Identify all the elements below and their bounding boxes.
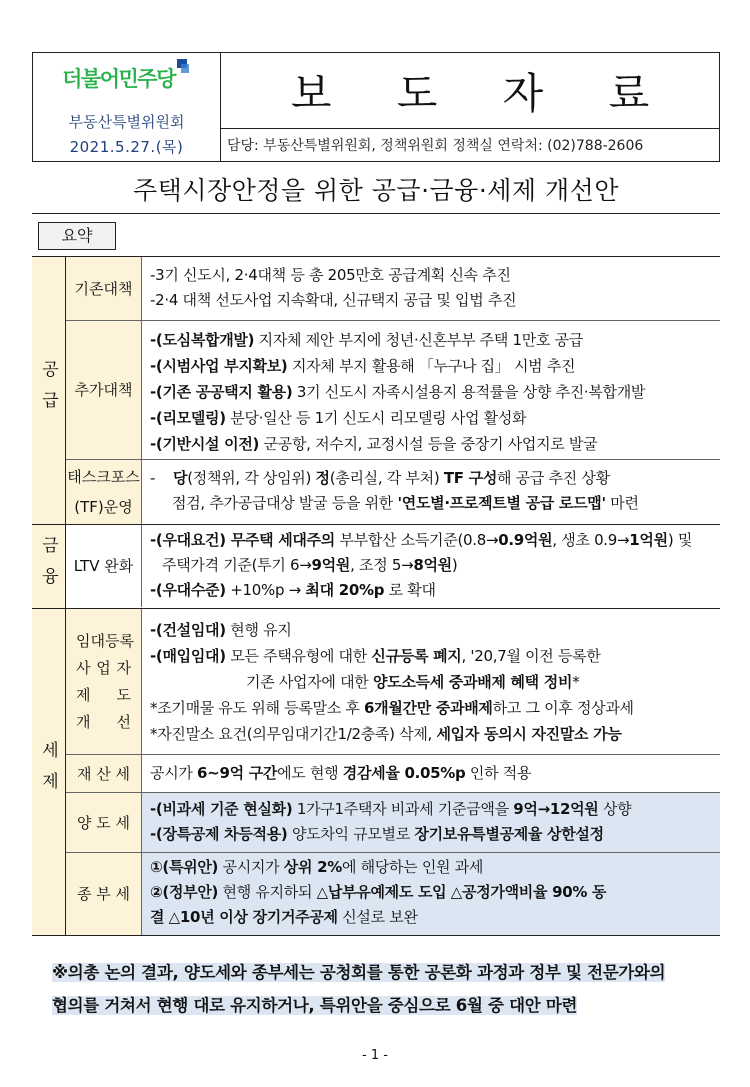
logo-cell xyxy=(33,53,221,161)
text-line: 기존 사업자에 대한 양도소득세 중과배제 혜택 정비* xyxy=(246,673,580,691)
logo-mark-icon xyxy=(177,59,191,75)
press-header xyxy=(32,52,720,162)
text-line: *자진말소 요건(의무임대기간1/2충족) 삭제, 세입자 동의시 자진말소 가능 xyxy=(150,725,622,743)
row-description xyxy=(142,257,720,320)
table-row xyxy=(66,853,720,935)
row-description xyxy=(142,609,720,754)
text-line: -(시범사업 부지확보) 지자체 부지 활용해 「누구나 집」 시범 추진 xyxy=(150,357,576,375)
text-line: 공시가 6~9억 구간에도 현행 경감세율 0.05%p 인하 적용 xyxy=(150,764,532,782)
category-existing: 기존대책 xyxy=(66,257,142,320)
text-line: -(건설임대) 현행 유지 xyxy=(150,621,292,639)
text-line: -(우대요건) 무주택 세대주의 부부합산 소득기준(0.8→0.9억원, 생초 0.9→1억원) 및 xyxy=(150,531,693,549)
row-description xyxy=(142,460,720,524)
organization-name: 부동산특별위원회 xyxy=(68,113,185,131)
party-logo xyxy=(62,63,191,93)
row-description xyxy=(142,321,720,459)
text-line: ※의총 논의 결과, 양도세와 종부세는 공청회를 통한 공론화 과정과 정부 및 전문가와의 xyxy=(52,963,666,982)
text-line: -(비과세 기준 현실화) 1가구1주택자 비과세 기준금액을 9억→12억원 상향 xyxy=(150,800,632,818)
footnote xyxy=(52,956,712,1022)
supply-section xyxy=(32,257,720,525)
table-row xyxy=(66,755,720,793)
summary-table xyxy=(32,256,720,936)
row-description xyxy=(142,793,720,852)
text-line: -(장특공제 차등적용) 양도차익 규모별로 장기보유특별공제율 상한설정 xyxy=(150,825,604,843)
title-cell xyxy=(221,53,719,161)
text-line: -(기존 공공택지 활용) 3기 신도시 자족시설용지 용적률을 상향 추진·복합개발 xyxy=(150,383,646,401)
tax-section xyxy=(32,609,720,935)
text-line: -(도심복합개발) 지자체 제안 부지에 청년·신혼부부 주택 1만호 공급 xyxy=(150,331,583,349)
page-title: 주택시장안정을 위한 공급·금융·세제 개선안 xyxy=(32,168,720,214)
text-line: *조기매물 유도 위해 등록말소 후 6개월간만 중과배제하고 그 이후 정상과세 xyxy=(150,699,634,717)
table-row xyxy=(66,793,720,853)
text-line: -(매입임대) 모든 주택유형에 대한 신규등록 폐지, '20,7월 이전 등록한 xyxy=(150,647,601,665)
category-property-tax: 재 산 세 xyxy=(66,755,142,792)
table-row xyxy=(66,525,720,607)
text-line: 점검, 추가공급대상 발굴 등을 위한 '연도별·프로젝트별 공급 로드맵' 마련 xyxy=(172,494,639,512)
finance-section xyxy=(32,525,720,609)
logo-text: 더불어민주당 xyxy=(62,67,175,91)
row-description xyxy=(142,525,720,607)
text-line: -3기 신도시, 2·4대책 등 총 205만호 공급계획 신속 추진 xyxy=(150,266,511,284)
text-line: -2·4 대책 선도사업 지속확대, 신규택지 공급 및 입법 추진 xyxy=(150,291,517,309)
text-line: 협의를 거쳐서 현행 대로 유지하거나, 특위안을 중심으로 6월 중 대안 마련 xyxy=(52,996,578,1015)
group-label-finance: 금융 xyxy=(32,525,66,608)
table-row xyxy=(66,460,720,524)
text-line: ①(특위안) 공시지가 상위 2%에 해당하는 인원 과세 xyxy=(150,858,484,876)
group-label-supply: 공급 xyxy=(32,257,66,524)
group-label-tax: 세제 xyxy=(32,609,66,935)
category-comprehensive-tax: 종 부 세 xyxy=(66,853,142,935)
category-ltv: LTV 완화 xyxy=(66,525,142,607)
table-row xyxy=(66,609,720,755)
text-line: ②(정부안) 현행 유지하되 △납부유예제도 도입 △공정가액비율 90% 동 xyxy=(150,883,607,901)
category-tf: 태스크포스 (TF)운영 xyxy=(66,460,142,524)
table-row xyxy=(66,321,720,460)
text-line: - 당(정책위, 각 상임위) 정(총리실, 각 부처) TF 구성해 공급 추진 상황 xyxy=(150,469,610,487)
document-type: 보 도 자 료 xyxy=(221,53,719,129)
text-line: 주택가격 기준(투기 6→9억원, 조정 5→8억원) xyxy=(162,556,458,574)
category-rental: 임 대 등 록 사 업 자 제 도 개 선 xyxy=(66,609,142,754)
text-line: -(리모델링) 분당·일산 등 1기 신도시 리모델링 사업 활성화 xyxy=(150,409,527,427)
release-date: 2021.5.27.(목) xyxy=(69,138,184,156)
text-line: -(기반시설 이전) 군공항, 저수지, 교정시설 등을 중장기 사업지로 발굴 xyxy=(150,435,598,453)
row-description xyxy=(142,853,720,935)
text-line: 결 △10년 이상 장기거주공제 신설로 보완 xyxy=(150,908,418,926)
row-description xyxy=(142,755,720,792)
contact-info: 담당: 부동산특별위원회, 정책위원회 정책실 연락처: (02)788-2606 xyxy=(227,138,644,154)
table-row xyxy=(66,257,720,321)
page-number: - 1 - xyxy=(362,1048,388,1063)
category-added: 추가대책 xyxy=(66,321,142,459)
text-line: -(우대수준) +10%p → 최대 20%p 로 확대 xyxy=(150,581,436,599)
category-transfer-tax: 양 도 세 xyxy=(66,793,142,852)
summary-label: 요약 xyxy=(38,222,116,250)
